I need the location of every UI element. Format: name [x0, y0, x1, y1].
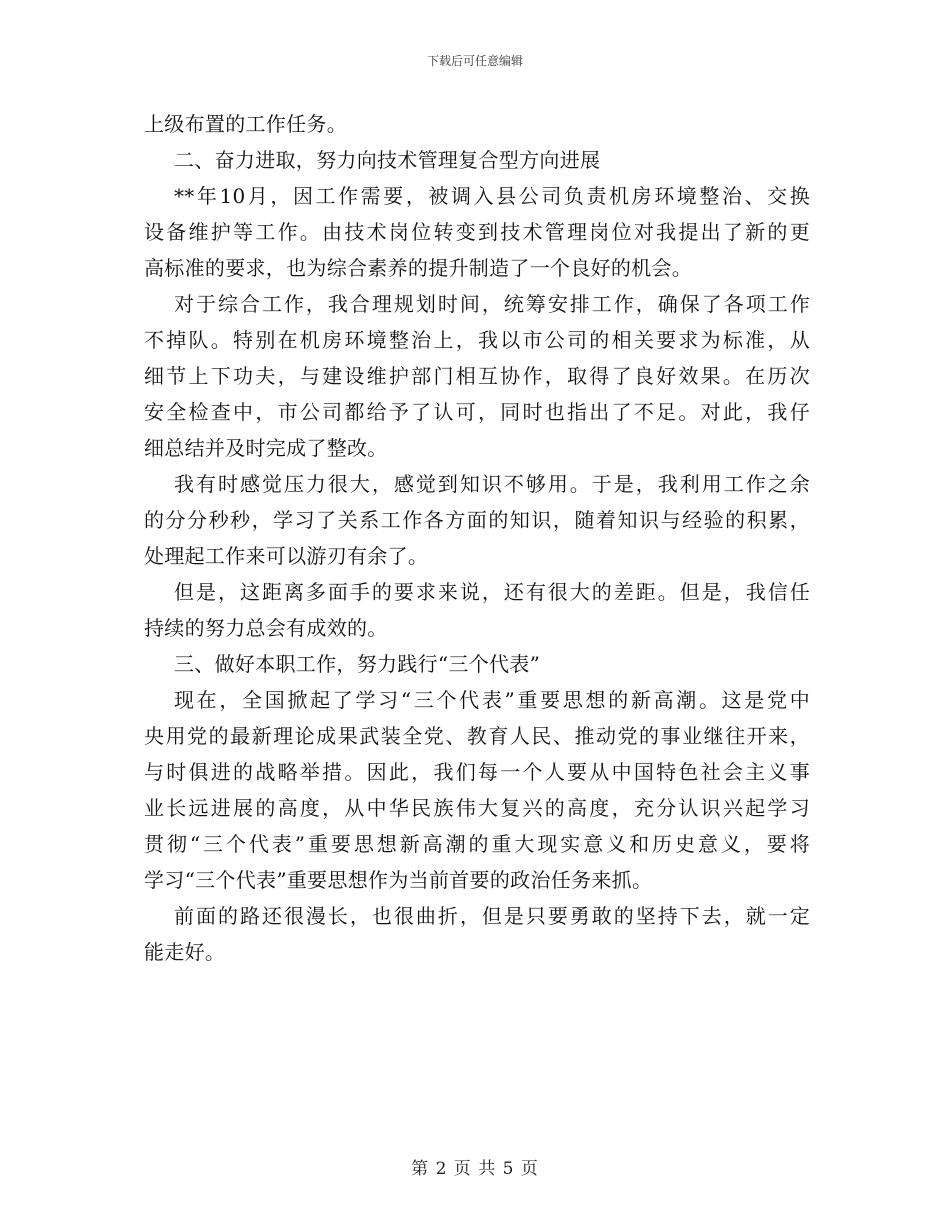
page-header: 下载后可任意编辑 [426, 54, 523, 68]
text-line: 持续的努力总会有成效的。 [144, 616, 388, 640]
text-line: 贯彻“三个代表”重要思想新高潮的重大现实意义和历史意义，要将 [144, 832, 810, 856]
text-line: **年10月，因工作需要，被调入县公司负责机房环境整治、交换 [174, 184, 810, 208]
text-line: 我有时感觉压力很大，感觉到知识不够用。于是，我利用工作之余 [174, 472, 810, 496]
text-line: 学习“三个代表”重要思想作为当前首要的政治任务来抓。 [144, 868, 653, 892]
text-line: 但是，这距离多面手的要求来说，还有很大的差距。但是，我信任 [174, 580, 810, 604]
text-line: 与时俱进的战略举措。因此，我们每一个人要从中国特色社会主义事 [144, 760, 810, 784]
text-line: 细总结并及时完成了整改。 [144, 436, 388, 460]
text-line: 业长远进展的高度，从中华民族伟大复兴的高度，充分认识兴起学习 [144, 796, 810, 820]
text-line: 央用党的最新理论成果武装全党、教育人民、推动党的事业继往开来， [144, 724, 810, 748]
text-line: 对于综合工作，我合理规划时间，统筹安排工作，确保了各项工作 [174, 292, 810, 316]
text-line: 上级布置的工作任务。 [144, 112, 347, 136]
text-line: 二、奋力进取，努力向技术管理复合型方向进展 [174, 148, 601, 172]
text-line: 现在，全国掀起了学习“三个代表”重要思想的新高潮。这是党中 [174, 688, 810, 712]
text-line: 能走好。 [144, 940, 226, 964]
text-line: 前面的路还很漫长，也很曲折，但是只要勇敢的坚持下去，就一定 [174, 904, 810, 928]
text-line: 高标准的要求，也为综合素养的提升制造了一个良好的机会。 [144, 256, 693, 280]
text-line: 三、做好本职工作，努力践行“三个代表” [174, 652, 541, 676]
text-line: 不掉队。特别在机房环境整治上，我以市公司的相关要求为标准，从 [144, 328, 810, 352]
text-line: 的分分秒秒，学习了关系工作各方面的知识，随着知识与经验的积累， [144, 508, 810, 532]
text-line: 处理起工作来可以游刃有余了。 [144, 544, 429, 568]
page-footer: 第 2 页 共 5 页 [411, 1159, 539, 1179]
text-line: 安全检查中，市公司都给予了认可，同时也指出了不足。对此，我仔 [144, 400, 810, 424]
text-line: 设备维护等工作。由技术岗位转变到技术管理岗位对我提出了新的更 [144, 220, 810, 244]
text-line: 细节上下功夫，与建设维护部门相互协作，取得了良好效果。在历次 [144, 364, 810, 388]
document-body [144, 106, 810, 970]
